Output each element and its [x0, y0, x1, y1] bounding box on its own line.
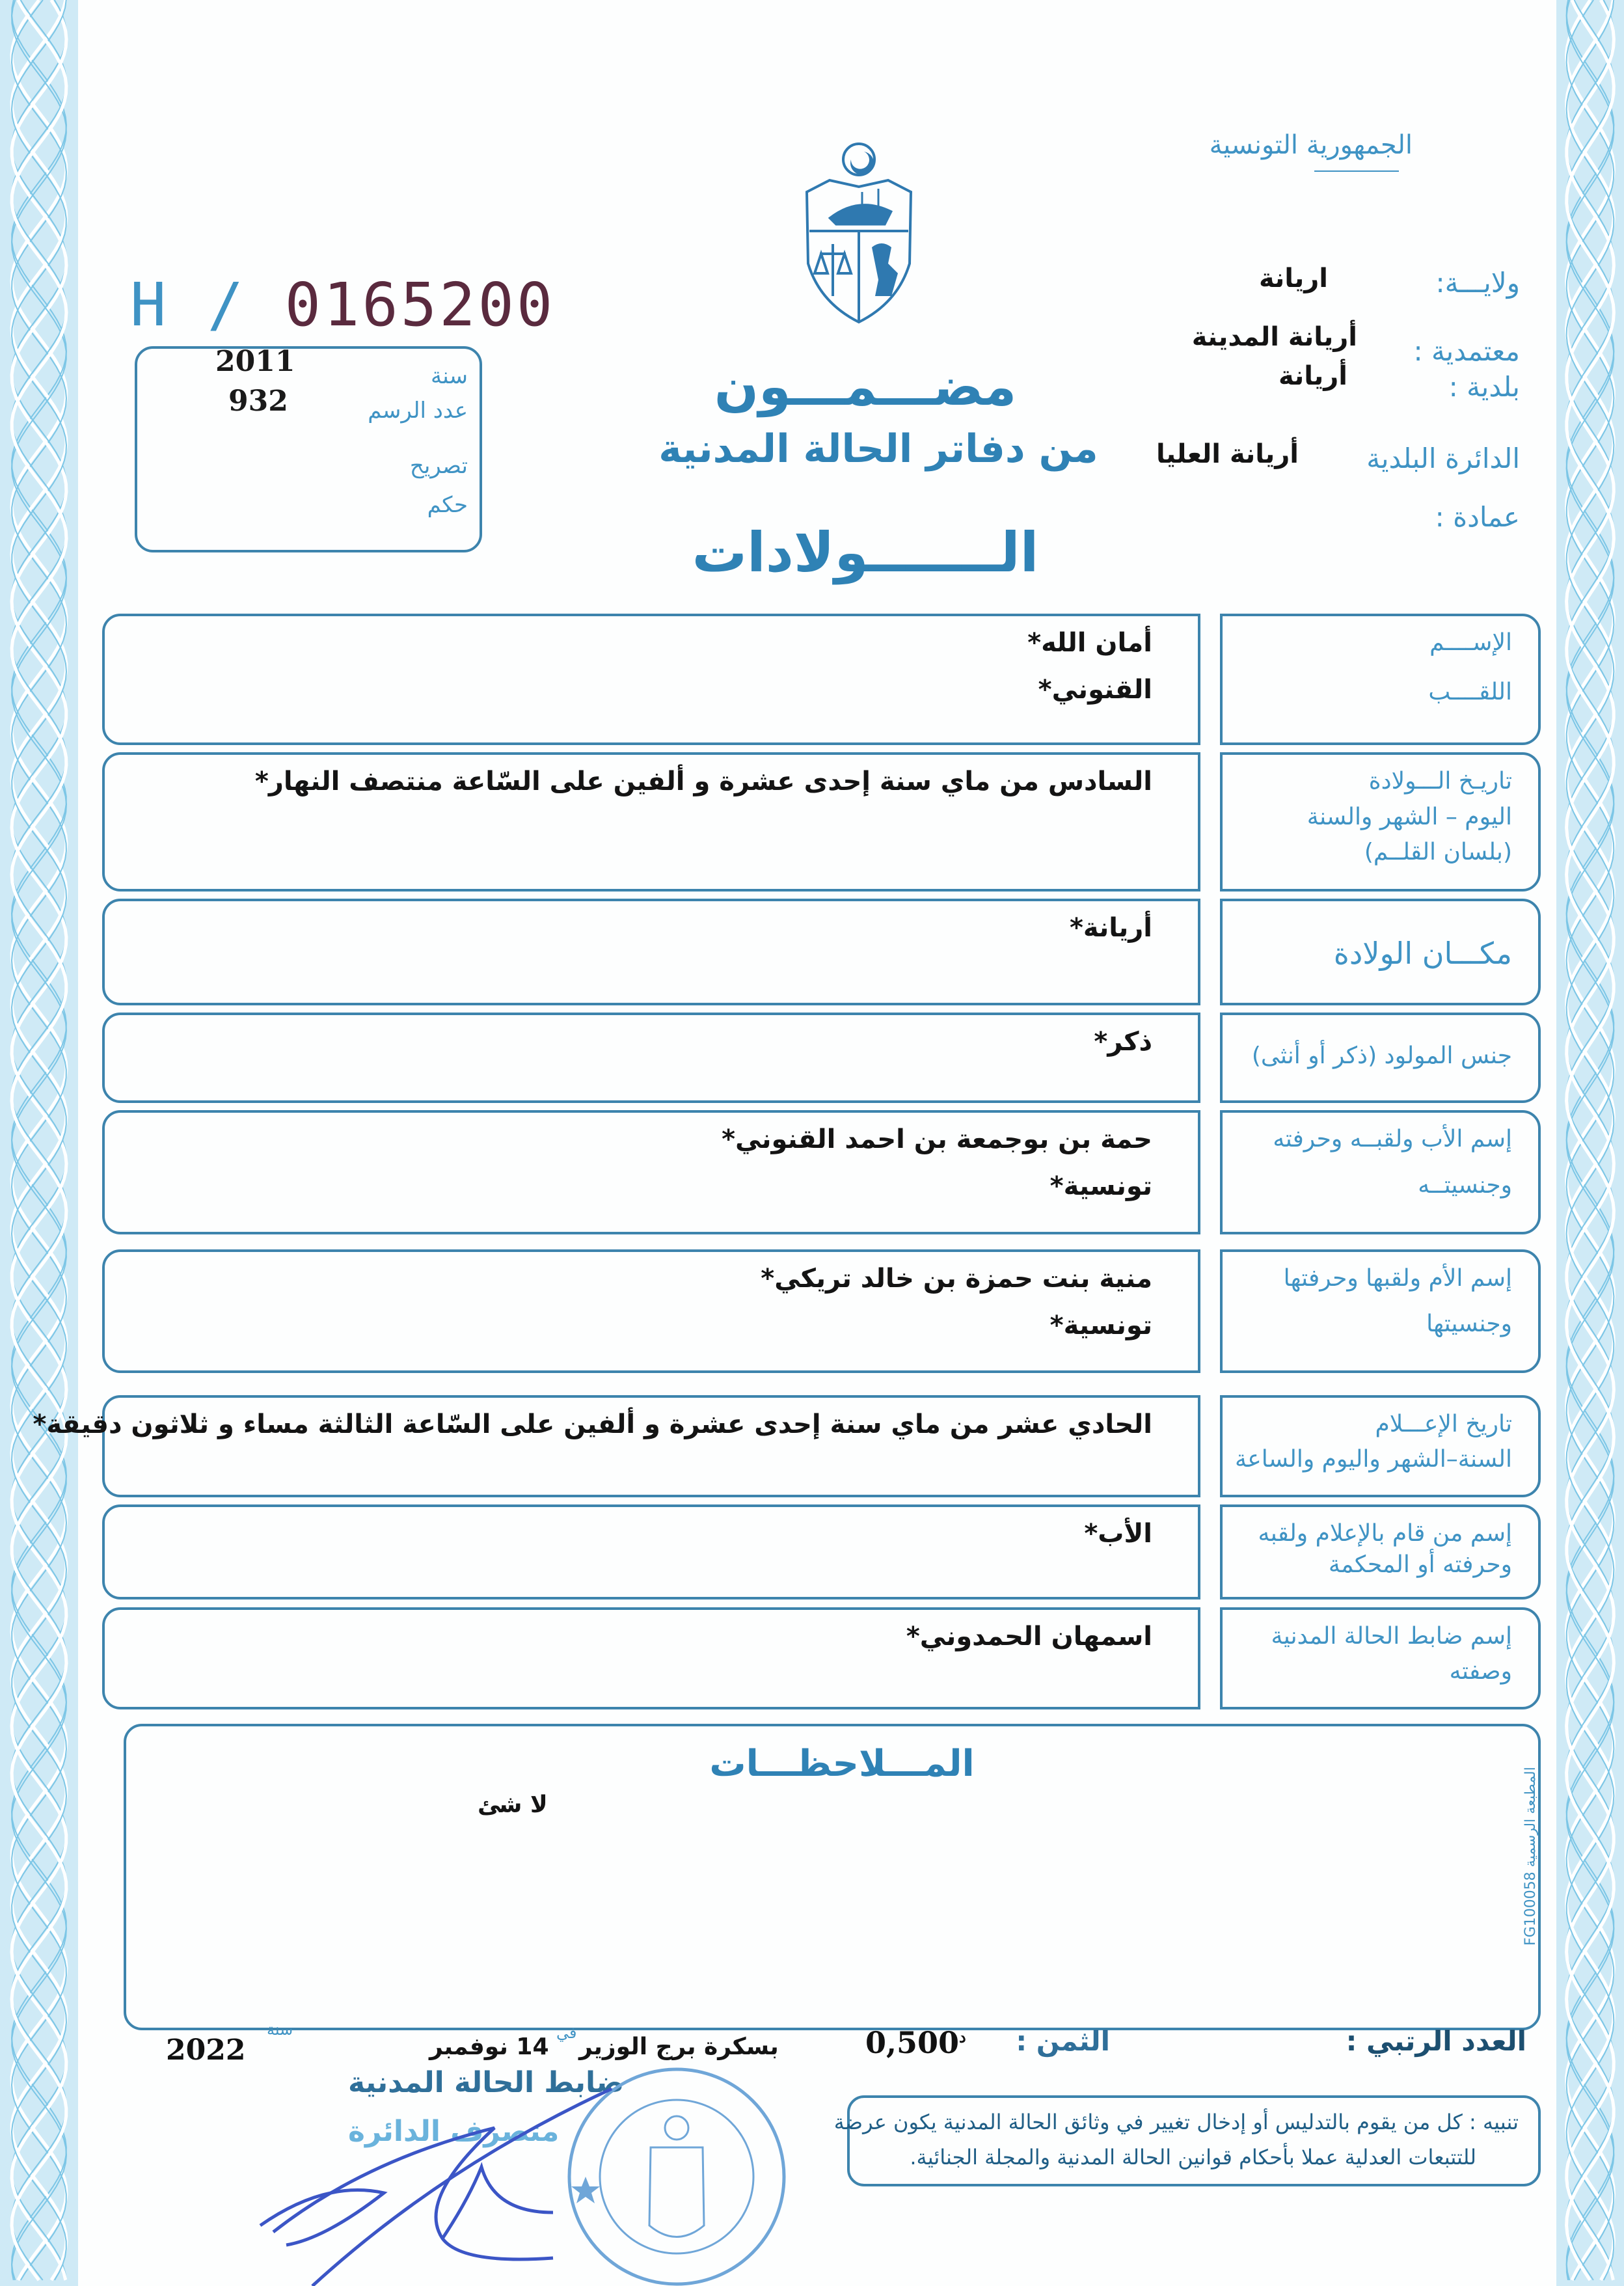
- row-officer-label: إسم ضابط الحالة المدنية: [1271, 1623, 1512, 1650]
- legal-warning-box: [833, 2095, 1541, 2186]
- officer-title: ضابط الحالة المدنية: [348, 2066, 625, 2099]
- issue-year-label: سنة: [267, 2021, 293, 2039]
- warning-line-2: للتتبعات العدلية عملا بأحكام قوانين الحالة المدنية والمجلة الجنائية.: [910, 2145, 1476, 2170]
- row-father-value: حمة بن بوجمعة بن احمد القنوني*: [722, 1124, 1152, 1154]
- serial-prefix: H /: [130, 270, 285, 340]
- row-birth-date-label: اليوم – الشهر والسنة: [1306, 803, 1512, 830]
- row-declaration-date-value: الحادي عشر من ماي سنة إحدى عشرة و ألفين على السّاعة الثالثة مساء و ثلاثون دقيقة*: [33, 1409, 1152, 1439]
- row-name-label: الإســــم: [1429, 629, 1512, 656]
- row-officer-label: وصفته: [1449, 1657, 1512, 1685]
- row-declarant-label: وحرفته أو المحكمة: [1328, 1551, 1512, 1578]
- signature: [247, 2069, 638, 2286]
- title-births: الـــــــولادات: [692, 521, 1039, 584]
- row-mother-value: منية بنت حمزة بن خالد تريكي*: [761, 1264, 1152, 1294]
- admin-value-municipality: أريانة: [1278, 361, 1347, 391]
- currency-symbol: د: [959, 2027, 966, 2047]
- row-declarant-value-box: [102, 1504, 1200, 1599]
- row-declarant-label-box: [1220, 1504, 1541, 1599]
- row-birth-date-label: (بلسان القلــم): [1364, 839, 1512, 866]
- row-father-value-box: [102, 1110, 1200, 1234]
- row-birth-place-value-box: [102, 899, 1200, 1005]
- row-declaration-date-label: تاريخ الإعـــلام: [1375, 1411, 1512, 1437]
- header-divider: [1314, 170, 1399, 172]
- row-declarant-value: الأب*: [1084, 1519, 1152, 1549]
- row-mother-label-box: [1220, 1249, 1541, 1373]
- row-father-value: تونسية*: [1049, 1171, 1152, 1201]
- row-declaration-date-label: السنة–الشهر واليوم والساعة: [1234, 1445, 1512, 1473]
- row-declaration-date-label-box: [1220, 1395, 1541, 1497]
- issue-in-label: في: [556, 2024, 577, 2042]
- row-mother-value: تونسية*: [1049, 1311, 1152, 1340]
- row-name-value: القنوني*: [1038, 675, 1152, 705]
- register-year: 2011: [215, 345, 295, 378]
- admin-value-governorate: اريانة: [1258, 264, 1328, 293]
- admin-value-delegation: أريانة المدينة: [1191, 322, 1357, 352]
- row-officer-value-box: [102, 1607, 1200, 1709]
- admin-label-municipality: بلدية :: [1448, 371, 1520, 403]
- remarks-title: المـــلاحظـــات: [709, 1743, 975, 1785]
- row-mother-value-box: [102, 1249, 1200, 1373]
- row-declarant-label: إسم من قام بالإعلام ولقبه: [1258, 1520, 1512, 1547]
- year-label: سنة: [431, 363, 468, 389]
- document-serial: [130, 270, 555, 340]
- row-birth-place-value: أريانة*: [1070, 913, 1152, 943]
- remarks-value: لا شئ: [478, 1791, 548, 1818]
- row-mother-label: وجنسيتها: [1426, 1311, 1512, 1337]
- issue-day-month: 14 نوفمبر: [429, 2034, 549, 2060]
- row-father-label: وجنسيتــه: [1418, 1171, 1512, 1199]
- serial-number: 0165200: [284, 270, 556, 340]
- row-father-label-box: [1220, 1110, 1541, 1234]
- row-birth-date-value: السادس من ماي سنة إحدى عشرة و ألفين على السّاعة منتصف النهار*: [254, 767, 1152, 796]
- row-birth-date-label: تاريـخ الـــولادة: [1368, 768, 1512, 795]
- row-sex-value-box: [102, 1013, 1200, 1103]
- row-sex-label-box: [1220, 1013, 1541, 1103]
- row-name-label-box: [1220, 614, 1541, 745]
- republic-heading: الجمهورية التونسية: [1209, 130, 1413, 160]
- officer-role: متصرف الدائرة: [348, 2115, 560, 2148]
- admin-label-delegation: معتمدية :: [1413, 335, 1520, 367]
- row-officer-label-box: [1220, 1607, 1541, 1709]
- row-birth-place-label-box: [1220, 899, 1541, 1005]
- title-extract: مضـــمـــون: [714, 357, 1017, 417]
- register-box: [135, 346, 482, 552]
- warning-line-1: تنبيه : كل من يقوم بالتدليس أو إدخال تغيير في وثائق الحالة المدنية يكون عرضة: [833, 2110, 1519, 2134]
- record-label: عدد الرسم: [368, 398, 468, 424]
- remarks-box: [124, 1724, 1541, 2030]
- row-birth-place-label: مكـــان الولادة: [1333, 936, 1512, 971]
- row-father-label: إسم الأب ولقبــه وحرفته: [1273, 1126, 1512, 1152]
- row-birth-date-value-box: [102, 752, 1200, 891]
- row-mother-label: إسم الأم ولقبها وحرفتها: [1283, 1265, 1512, 1292]
- row-officer-value: اسمهان الحمدوني*: [906, 1622, 1152, 1652]
- row-name-label: اللقــــب: [1428, 679, 1512, 705]
- row-name-value: أمان الله*: [1027, 628, 1152, 658]
- serial-number-label: العدد الرتبي :: [1346, 2025, 1526, 2057]
- price-value: [865, 2025, 966, 2060]
- admin-label-district: الدائرة البلدية: [1366, 442, 1520, 474]
- judgment-label: حكم: [427, 492, 468, 518]
- title-registers: من دفاتر الحالة المدنية: [658, 426, 1098, 472]
- row-declaration-date-value-box: [33, 1395, 1200, 1497]
- admin-label-sector: عمادة :: [1435, 501, 1520, 533]
- admin-value-district: أريانة العليا: [1156, 439, 1299, 469]
- admin-label-governorate: ولايـــة:: [1435, 267, 1520, 299]
- price-label: الثمن :: [1016, 2025, 1110, 2057]
- row-sex-label: جنس المولود (ذكر أو أنثى): [1251, 1042, 1512, 1069]
- row-sex-value: ذكر*: [1094, 1027, 1152, 1057]
- issue-place: بسكرة برج الوزير: [579, 2034, 779, 2060]
- printer-mark: المطبعة الرسمية FG100058: [1522, 1767, 1539, 1946]
- coat-of-arms-icon: [800, 140, 917, 329]
- issue-year: 2022: [166, 2034, 246, 2067]
- price-amount: 0,500: [865, 2025, 960, 2060]
- row-name-value-box: [102, 614, 1200, 745]
- row-birth-date-label-box: [1220, 752, 1541, 891]
- declaration-label: تصريح: [409, 453, 468, 479]
- record-number: 932: [228, 385, 288, 418]
